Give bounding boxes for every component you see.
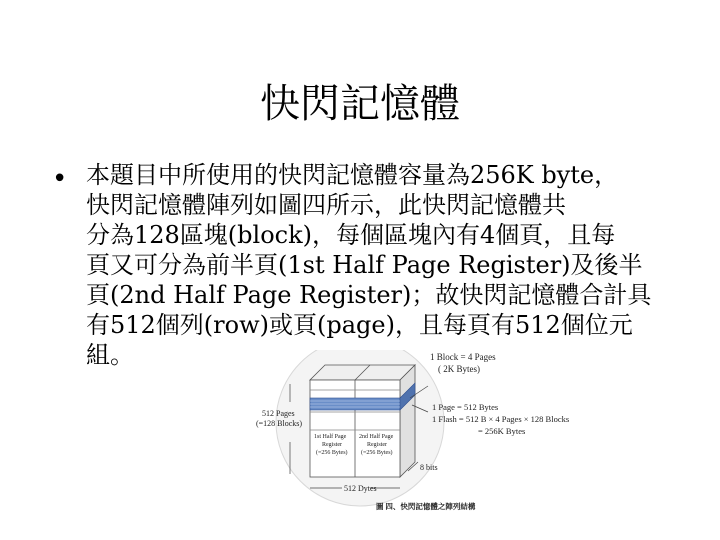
second-half-label: 2nd Half Page — [359, 434, 394, 440]
bullet-line: 有512個列(row)或頁(page)，且每頁有512個位元 — [86, 311, 633, 339]
second-half-size: (=256 Bytes) — [361, 450, 393, 456]
page-equation: 1 Page = 512 Bytes — [432, 402, 499, 412]
bits-label: 8 bits — [420, 463, 438, 472]
pages-label: 512 Pages — [262, 409, 295, 418]
flash-equation: 1 Flash = 512 B × 4 Pages × 128 Blocks — [432, 414, 570, 424]
bullet-text — [86, 160, 686, 370]
first-half-register: Register — [322, 442, 342, 448]
flash-equation-result: = 256K Bytes — [478, 426, 526, 436]
bullet-line: 快閃記憶體陣列如圖四所示，此快閃記憶體共 — [86, 191, 566, 219]
flash-array-figure — [250, 350, 580, 520]
bullet-line: 分為128區塊(block)，每個區塊內有4個頁，且每 — [86, 221, 616, 249]
bullet-dot-icon: • — [52, 164, 68, 194]
bytes-label: 512 Dytes — [344, 484, 377, 493]
block-size-label: ( 2K Bytes) — [438, 364, 480, 374]
array-block — [310, 365, 415, 477]
first-half-size: (=256 Bytes) — [316, 450, 348, 456]
bullet-line: 頁(2nd Half Page Register)；故快閃記憶體合計具 — [86, 281, 652, 309]
bullet-line: 本題目中所使用的快閃記憶體容量為256K byte， — [86, 161, 619, 189]
first-half-label: 1st Half Page — [314, 434, 347, 440]
array-side-face — [400, 365, 415, 477]
second-half-register: Register — [367, 442, 387, 448]
bullet-line: 頁又可分為前半頁(1st Half Page Register)及後半 — [86, 251, 643, 279]
slide-title: 快閃記憶體 — [260, 81, 460, 127]
bullet-line: 組。 — [86, 341, 134, 369]
figure-caption: 圖 四、快閃記憶體之陣列結構 — [376, 502, 476, 511]
block-label: 1 Block = 4 Pages — [430, 352, 496, 362]
blocks-count-label: (=128 Blocks) — [256, 419, 303, 428]
